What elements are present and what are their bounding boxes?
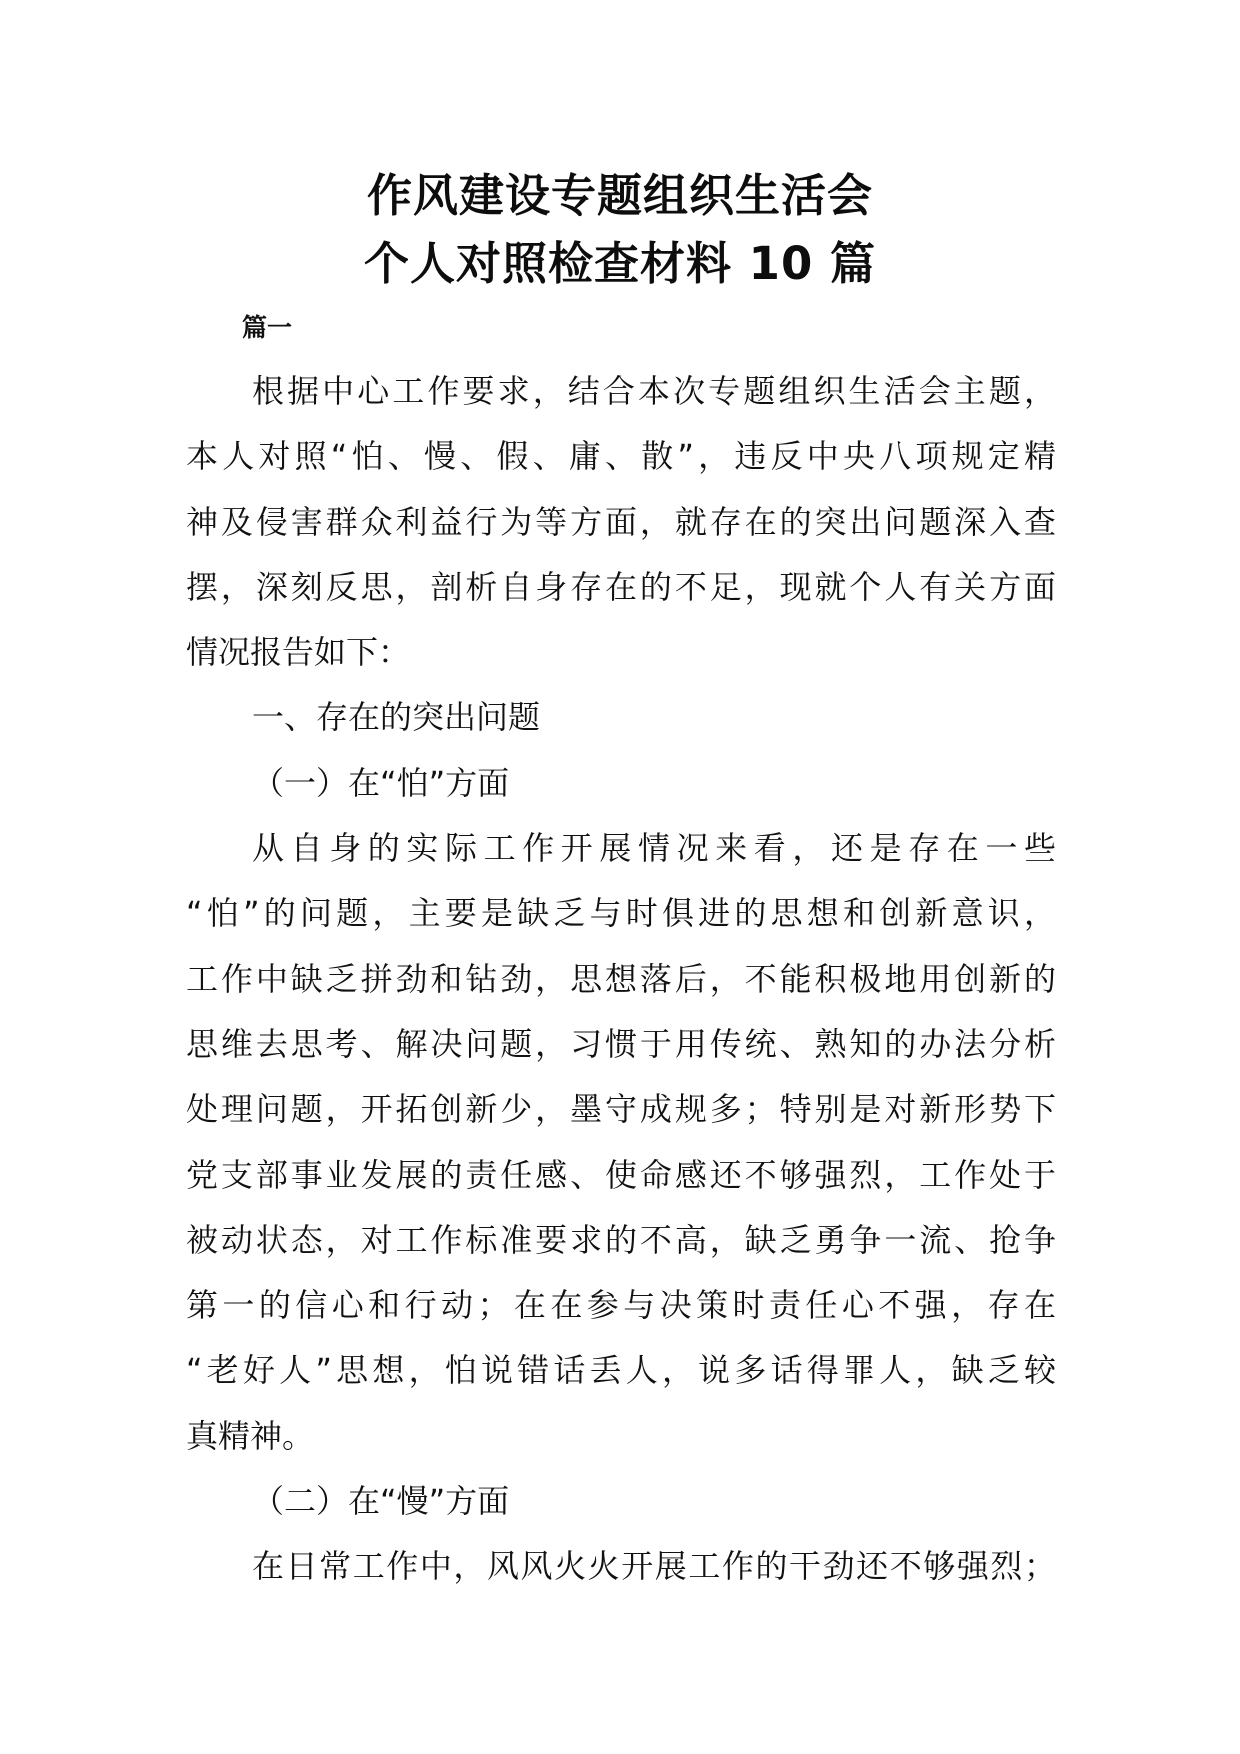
paragraph-line: 摆，深刻反思，剖析自身存在的不足，现就个人有关方面 (186, 567, 1056, 606)
paragraph-line: 处理问题，开拓创新少，墨守成规多；特别是对新形势下 (186, 1090, 1056, 1129)
paragraph-line: 在日常工作中，风风火火开展工作的干劲还不够强烈； (252, 1547, 1056, 1586)
paragraph-line: 真精神。 (186, 1416, 315, 1455)
paragraph-line: 第一的信心和行动；在在参与决策时责任心不强，存在 (186, 1286, 1056, 1325)
paragraph-line: 情况报告如下： (186, 633, 411, 672)
section-label: 篇一 (242, 313, 293, 342)
paragraph-line: “老好人”思想，怕说错话丢人，说多话得罪人，缺乏较 (186, 1351, 1056, 1390)
paragraph-line: “怕”的问题，主要是缺乏与时俱进的思想和创新意识， (186, 894, 1056, 933)
document-title (0, 162, 1240, 298)
paragraph-line: 从自身的实际工作开展情况来看，还是存在一些 (252, 829, 1056, 868)
paragraph-line: 党支部事业发展的责任感、使命感还不够强烈，工作处于 (186, 1155, 1056, 1194)
subheading-line: （二）在“慢”方面 (252, 1482, 510, 1521)
paragraph-line: 工作中缺乏拼劲和钻劲，思想落后，不能积极地用创新的 (186, 959, 1056, 998)
paragraph-line: 神及侵害群众利益行为等方面，就存在的突出问题深入查 (186, 502, 1056, 541)
subheading-line: （一）在“怕”方面 (252, 763, 510, 802)
body-text (186, 359, 1056, 1600)
title-line-2: 个人对照检查材料 10 篇 (364, 237, 876, 290)
heading-line: 一、存在的突出问题 (252, 698, 541, 737)
paragraph-line: 根据中心工作要求，结合本次专题组织生活会主题， (252, 372, 1056, 410)
paragraph-line: 思维去思考、解决问题，习惯于用传统、熟知的办法分析 (186, 1024, 1056, 1063)
title-line-1: 作风建设专题组织生活会 (366, 169, 873, 222)
paragraph-line: 本人对照“怕、慢、假、庸、散”，违反中央八项规定精 (186, 437, 1056, 476)
paragraph-line: 被动状态，对工作标准要求的不高，缺乏勇争一流、抢争 (186, 1220, 1056, 1259)
